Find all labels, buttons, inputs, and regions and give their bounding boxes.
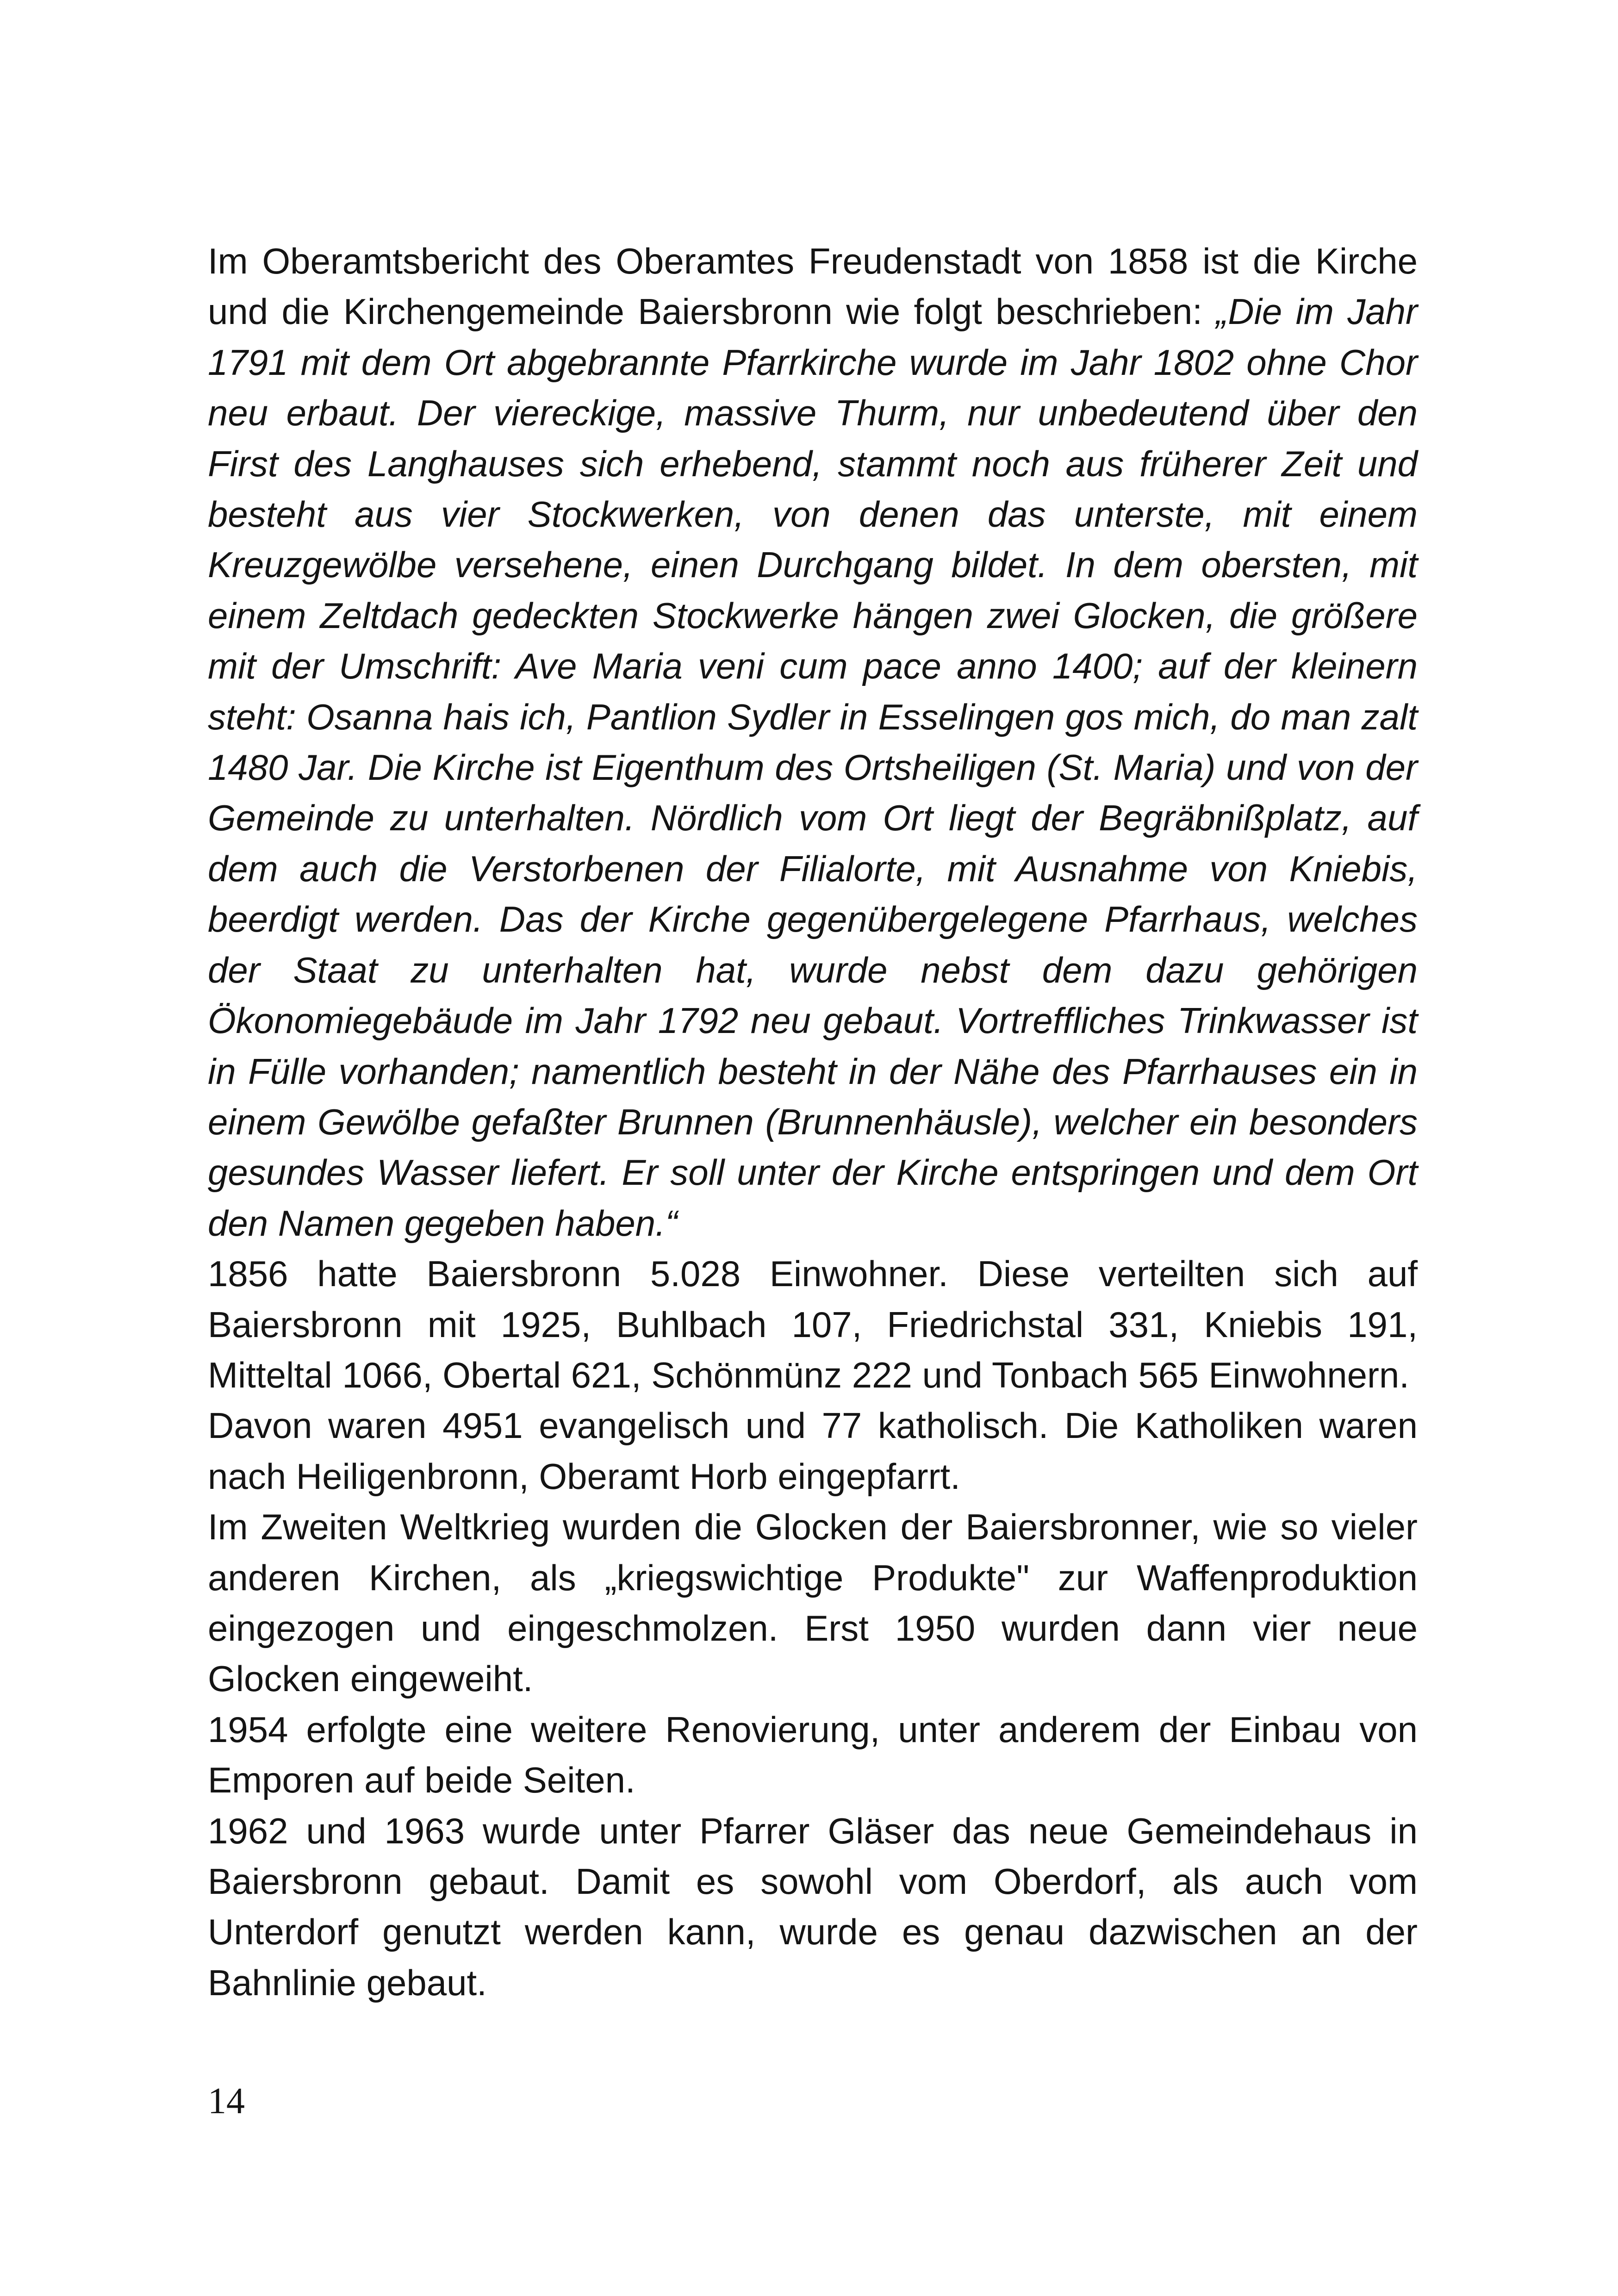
paragraph-renovation-1954: 1954 erfolgte eine weitere Renovierung, unter anderem der Einbau von Emporen auf beide Seiten. <box>208 1709 1418 1801</box>
paragraph-gemeindehaus-1962: 1962 und 1963 wurde unter Pfarrer Gläser das neue Gemeindehaus in Baiersbronn gebaut. Damit es sowohl vom Oberdorf, als auch vom Unterdorf genutzt werden kann, wurde es genau dazwischen an der Bahnlinie gebaut. <box>208 1810 1418 2003</box>
paragraph-oberamt-report <box>208 236 1418 1249</box>
paragraph-ww2-bells: Im Zweiten Weltkrieg wurden die Glocken der Baiersbronner, wie so vieler anderen Kirchen, als „kriegswichtige Produkte" zur Waffenproduktion eingezogen und eingeschmolzen. Erst 1950 wurden dann vier neue Glocken eingeweiht. <box>208 1506 1418 1699</box>
oberamt-intro: Im Oberamtsbericht des Oberamtes Freudenstadt von 1858 ist die Kirche und die Kirchengemeinde Baiersbronn wie folgt beschrieben: <box>208 241 1418 332</box>
paragraph-confession: Davon waren 4951 evangelisch und 77 katholisch. Die Katholiken waren nach Heiligenbronn, Oberamt Horb eingepfarrt. <box>208 1405 1418 1497</box>
page-body <box>208 236 1418 2008</box>
page-number: 14 <box>208 2081 245 2122</box>
paragraph-population-1856: 1856 hatte Baiersbronn 5.028 Einwohner. Diese verteilten sich auf Baiersbronn mit 1925, Buhlbach 107, Friedrichstal 331, Kniebis 191, Mitteltal 1066, Obertal 621, Schönmünz 222 und Tonbach 565 Einwohnern. <box>208 1253 1418 1395</box>
oberamt-quote: „Die im Jahr 1791 mit dem Ort abgebrannte Pfarrkirche wurde im Jahr 1802 ohne Chor neu erbaut. Der viereckige, massive Thurm, nur unbedeutend über den First des Langhauses sich erhebend, stammt noch aus früherer Zeit und besteht aus vier Stockwerken, von denen das unterste, mit einem Kreuzgewölbe versehene, einen Durchgang bildet. In dem obersten, mit einem Zeltdach gedeckten Stockwerke hängen zwei Glocken, die größere mit der Umschrift: Ave Maria veni cum pace anno 1400; auf der kleinern steht: Osanna hais ich, Pantlion Sydler in Esselingen gos mich, do man zalt 1480 Jar. Die Kirche ist Eigenthum des Ortsheiligen (St. Maria) und von der Gemeinde zu unterhalten. Nördlich vom Ort liegt der Begräbnißplatz, auf dem auch die Verstorbenen der Filialorte, mit Ausnahme von Kniebis, beerdigt werden. Das der Kirche gegenübergelegene Pfarrhaus, welches der Staat zu unterhalten hat, wurde nebst dem dazu gehörigen Ökonomiegebäude im Jahr 1792 neu gebaut. Vortreffliches Trinkwasser ist in Fülle vorhanden; namentlich besteht in der Nähe des Pfarrhauses ein in einem Gewölbe gefaßter Brunnen (Brunnenhäusle), welcher ein besonders gesundes Wasser liefert. Er soll unter der Kirche entspringen und dem Ort den Namen gegeben haben.“ <box>208 291 1418 1244</box>
